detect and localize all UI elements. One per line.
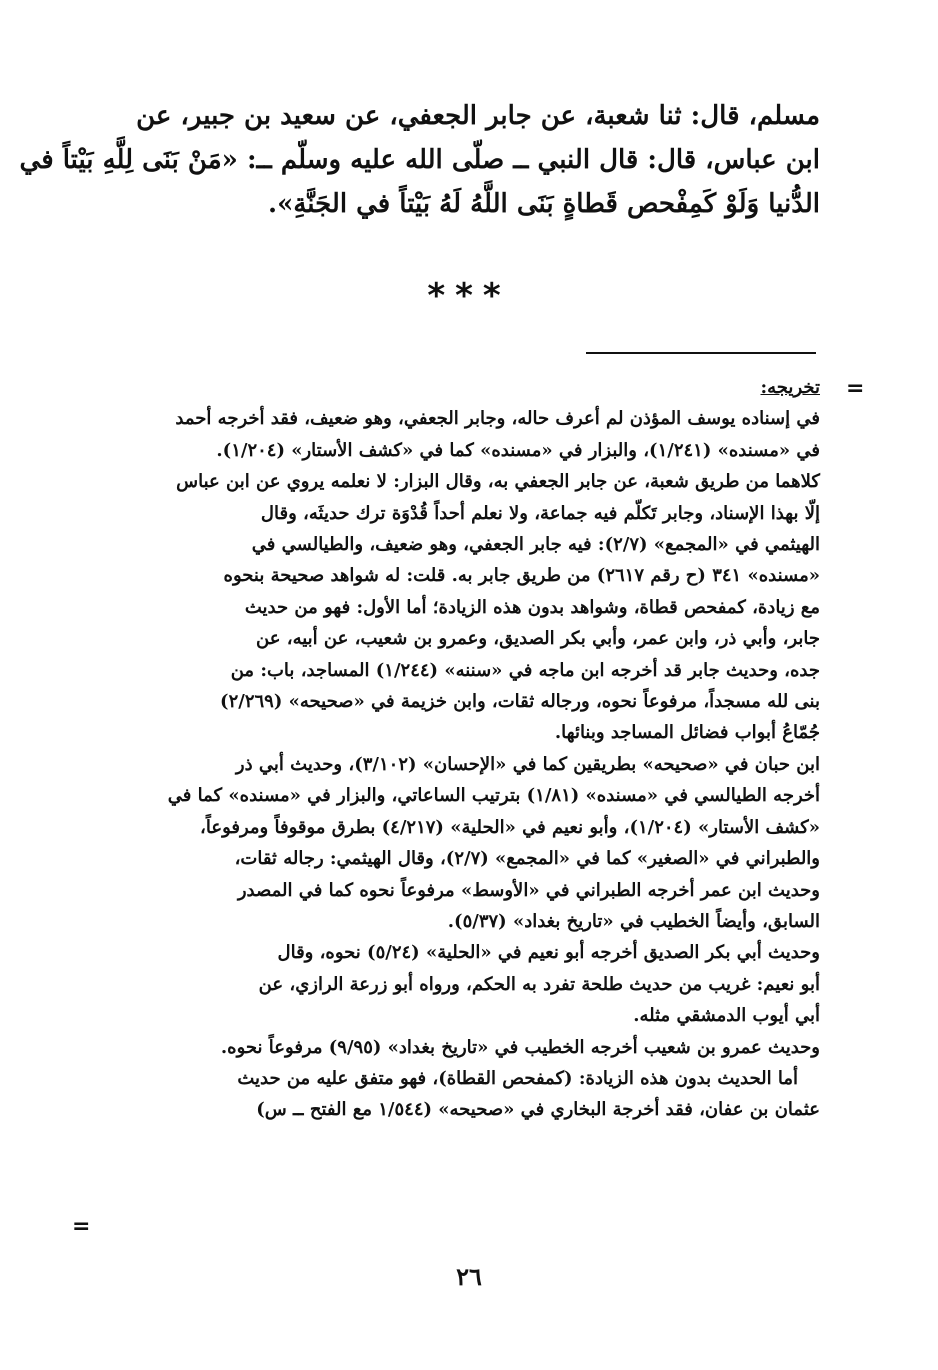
- footnote-line: في إسناده يوسف المؤذن لم أعرف حاله، وجابر الجعفي، وهو ضعيف، فقد أخرجه أحمد: [175, 408, 820, 430]
- footnote-line: الهيثمي في «المجمع» (٢/٧): فيه جابر الجعفي، وهو ضعيف، والطيالسي في: [251, 534, 820, 556]
- footnote: [118, 372, 820, 1126]
- main-text-line: ابن عباس، قال: قال النبي ــ صلّى الله عليه وسلّم ــ: «مَنْ بَنَى لِلَّهِ بَيْتاً في: [19, 145, 820, 175]
- margin-mark-top: =: [846, 376, 865, 401]
- footnote-line: وحديث أبي بكر الصديق أخرجه أبو نعيم في «الحلية» (٥/٢٤) نحوه، وقال: [277, 942, 820, 964]
- footnote-line: «كشف الأستار» (١/٢٠٤)، وأبو نعيم في «الحلية» (٤/٢١٧) بطرق موقوفاً ومرفوعاً،: [200, 816, 820, 838]
- footnote-line: إلّا بهذا الإسناد، وجابر تَكلّم فيه جماعة، ولا نعلم أحداً قُدْوَة ترك حديثَه، وقال: [260, 502, 820, 524]
- footnote-line: جده، وحديث جابر قد أخرجه ابن ماجه في «سننه» (١/٢٤٤) المساجد، باب: من: [230, 659, 820, 681]
- footnote-line: والطبراني في «الصغير» كما في «المجمع» (٢/٧)، وقال الهيثمي: رجاله ثقات،: [234, 848, 820, 870]
- section-separator: ***: [427, 276, 511, 316]
- main-text-line: مسلم، قال: ثنا شعبة، عن جابر الجعفي، عن سعيد بن جبير، عن: [136, 101, 820, 131]
- main-text: [19, 94, 820, 226]
- margin-mark-bottom: =: [72, 1214, 91, 1239]
- footnote-line: في «مسنده» (١/٢٤١)، والبزار في «مسنده» كما في «كشف الأستار» (١/٢٠٤).: [216, 439, 820, 461]
- footnote-line: مع زيادة، كمفحص قطاة، وشواهد بدون هذه الزيادة؛ أما الأول: فهو من حديث: [244, 596, 820, 618]
- footnote-rule: [586, 352, 816, 354]
- footnote-heading: تخريجه:: [760, 377, 820, 398]
- footnote-line: أبي أيوب الدمشقي مثله.: [633, 1005, 820, 1027]
- main-text-line: الدُّنيا وَلَوْ كَمِفْحص قَطاةٍ بَنَى اللَّهُ لَهُ بَيْتاً في الجَنَّةِ».: [268, 189, 820, 219]
- footnote-line: جُمّاعُ أبواب فضائل المساجد وبنائها.: [554, 722, 820, 744]
- footnote-line: عثمان بن عفان، فقد أخرجة البخاري في «صحيحه» (١/٥٤٤ مع الفتح ــ س): [256, 1099, 820, 1121]
- footnote-line: السابق، وأيضاً الخطيب في «تاريخ بغداد» (٥/٣٧).: [447, 910, 820, 932]
- footnote-line: ابن حبان في «صحيحه» بطريقين كما في «الإحسان» (٣/١٠٢)، وحديث أبي ذر: [235, 753, 820, 775]
- footnote-line: كلاهما من طريق شعبة، عن جابر الجعفي به، وقال البزار: لا نعلمه يروي عن ابن عباس: [176, 471, 820, 493]
- footnote-line: بنى لله مسجداً، مرفوعاً نحوه، ورجاله ثقات، وابن خزيمة في «صحيحه» (٢/٢٦٩): [220, 691, 820, 713]
- footnote-line: أبو نعيم: غريب من حديث طلحة تفرد به الحكم، ورواه أبو زرعة الرازي، عن: [258, 973, 820, 995]
- footnote-line: وحديث ابن عمر أخرجه الطبراني في «الأوسط» مرفوعاً نحوه كما في المصدر: [237, 879, 820, 901]
- page-number: ٢٦: [456, 1262, 482, 1291]
- footnote-line: أما الحديث بدون هذه الزيادة: (كمفحص القطاة)، فهو متفق عليه من حديث: [237, 1067, 798, 1089]
- footnote-line: جابر، وأبي ذر، وابن عمر، وأبي بكر الصديق، وعمرو بن شعيب، عن أبيه، عن: [256, 628, 820, 650]
- footnote-line: وحديث عمرو بن شعيب أخرجه الخطيب في «تاريخ بغداد» (٩/٩٥) مرفوعاً نحوه.: [220, 1036, 820, 1058]
- footnote-line: «مسنده» ٣٤١ (ح رقم ٢٦١٧) من طريق جابر به. قلت: له شواهد صحيحة بنحوه: [223, 565, 820, 587]
- footnote-line: أخرجه الطيالسي في «مسنده» (١/٨١) بترتيب الساعاتي، والبزار في «مسنده» كما في: [167, 785, 820, 807]
